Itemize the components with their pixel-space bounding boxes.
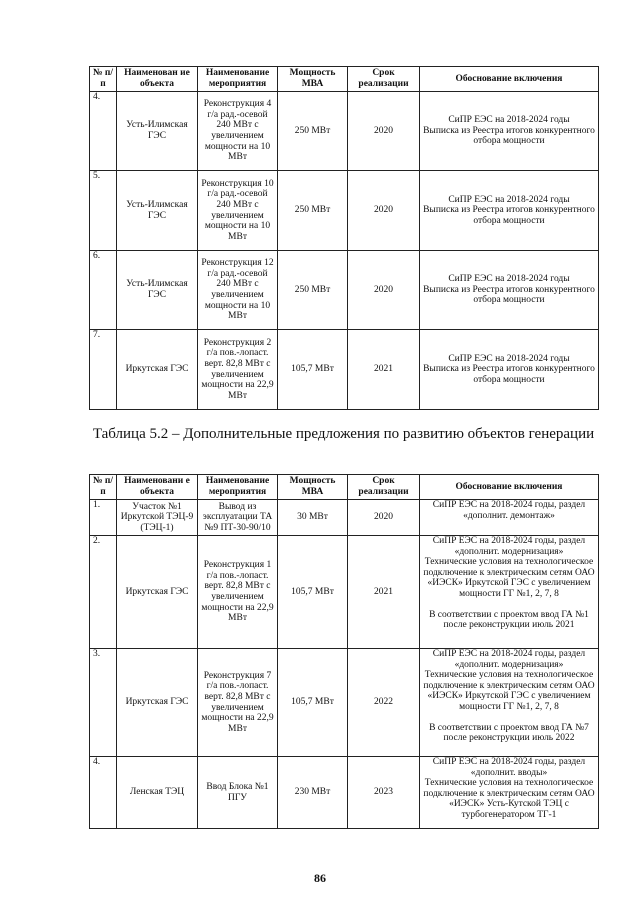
table-5-1-continuation — [89, 66, 599, 410]
cell-col-number: 2. — [90, 536, 117, 649]
cell-col-basis — [420, 92, 599, 171]
cell-col-measure: Реконструкция 12 г/а рад.-осевой 240 МВт с увеличением мощности на 10 МВт — [198, 251, 278, 330]
cell-col-term: 2021 — [348, 536, 420, 649]
cell-col-basis — [420, 500, 599, 536]
header-col-power: Мощность МВА — [278, 67, 348, 92]
cell-col-basis — [420, 330, 599, 410]
table-row — [90, 649, 599, 757]
basis-line: Выписка из Реестра итогов конкурентного отбора мощности — [423, 364, 595, 385]
basis-line: Выписка из Реестра итогов конкурентного отбора мощности — [423, 284, 595, 306]
cell-col-power: 230 МВт — [278, 757, 348, 829]
cell-col-number: 4. — [90, 92, 117, 171]
cell-col-number: 3. — [90, 649, 117, 757]
cell-col-object: Иркутская ГЭС — [117, 649, 198, 757]
cell-col-object: Усть-Илимская ГЭС — [117, 171, 198, 251]
cell-col-measure: Реконструкция 1 г/а пов.-лопаст. верт. 82,8 МВт с увеличением мощности на 22,9 МВт — [198, 536, 278, 649]
cell-col-power: 250 МВт — [278, 92, 348, 171]
cell-col-basis — [420, 649, 599, 757]
cell-col-number: 5. — [90, 171, 117, 251]
header-col-power: Мощность МВА — [278, 475, 348, 500]
header-col-object: Наименован ие объекта — [117, 67, 198, 92]
cell-col-term: 2022 — [348, 649, 420, 757]
header-col-term: Срок реализации — [348, 67, 420, 92]
cell-col-power: 250 МВт — [278, 171, 348, 251]
header-col-basis: Обоснование включения — [420, 67, 599, 92]
cell-col-power: 30 МВт — [278, 500, 348, 536]
cell-col-measure: Вывод из эксплуатации ТА №9 ПТ-30-90/10 — [198, 500, 278, 536]
header-col-measure: Наименование мероприятия — [198, 67, 278, 92]
page-number: 86 — [314, 871, 326, 885]
cell-col-object: Усть-Илимская ГЭС — [117, 251, 198, 330]
cell-col-term: 2020 — [348, 92, 420, 171]
basis-gap — [422, 600, 596, 610]
table-row — [90, 330, 599, 410]
cell-col-measure: Реконструкция 7 г/а пов.-лопаст. верт. 82,8 МВт с увеличением мощности на 22,9 МВт — [198, 649, 278, 757]
cell-col-number: 7. — [90, 330, 117, 410]
table-5-2 — [89, 474, 599, 829]
table-caption: Таблица 5.2 – Дополнительные предложения по развитию объектов генерации — [92, 426, 595, 442]
cell-col-measure: Реконструкция 2 г/а пов.-лопаст. верт. 82,8 МВт с увеличением мощности на 22,9 МВт — [198, 330, 278, 410]
header-col-number: № п/п — [90, 67, 117, 92]
basis-line: Выписка из Реестра итогов конкурентного отбора мощности — [423, 125, 595, 147]
cell-col-number: 4. — [90, 757, 117, 829]
basis-line: В соответствии с проектом ввод ГА №7 после реконструкции июль 2022 — [429, 722, 589, 744]
cell-col-object: Ленская ТЭЦ — [117, 757, 198, 829]
cell-col-power: 105,7 МВт — [278, 330, 348, 410]
cell-col-term: 2021 — [348, 330, 420, 410]
basis-line: СиПР ЕЭС на 2018-2024 годы — [448, 274, 570, 285]
basis-line: СиПР ЕЭС на 2018-2024 годы — [448, 353, 570, 364]
cell-col-object: Участок №1 Иркутской ТЭЦ-9 (ТЭЦ-1) — [117, 500, 198, 536]
header-col-measure: Наименование мероприятия — [198, 475, 278, 500]
cell-col-term: 2020 — [348, 500, 420, 536]
table-row — [90, 251, 599, 330]
basis-line: Технические условия на технологическое подключение к электрическим сетям ОАО «ИЭСК» Иркутской ГЭС с увеличением мощности ГГ №1, 2, 7, 8 — [423, 670, 595, 712]
cell-col-term: 2020 — [348, 251, 420, 330]
header-col-basis: Обоснование включения — [420, 475, 599, 500]
basis-line: СиПР ЕЭС на 2018-2024 годы — [448, 115, 570, 126]
cell-col-number: 6. — [90, 251, 117, 330]
cell-col-object: Иркутская ГЭС — [117, 536, 198, 649]
table-header-row — [90, 475, 599, 500]
table-row — [90, 536, 599, 649]
cell-col-measure: Реконструкция 4 г/а рад.-осевой 240 МВт с увеличением мощности на 10 МВт — [198, 92, 278, 171]
cell-col-term: 2020 — [348, 171, 420, 251]
table-row — [90, 757, 599, 829]
cell-col-power: 250 МВт — [278, 251, 348, 330]
cell-col-object: Иркутская ГЭС — [117, 330, 198, 410]
cell-col-measure: Ввод Блока №1 ПГУ — [198, 757, 278, 829]
basis-line: Выписка из Реестра итогов конкурентного отбора мощности — [423, 205, 595, 226]
cell-col-basis — [420, 251, 599, 330]
cell-col-term: 2023 — [348, 757, 420, 829]
basis-gap — [422, 713, 596, 723]
cell-col-basis — [420, 536, 599, 649]
cell-col-power: 105,7 МВт — [278, 536, 348, 649]
header-col-number: № п/п — [90, 475, 117, 500]
table-row — [90, 500, 599, 536]
header-col-term: Срок реализации — [348, 475, 420, 500]
basis-line: СиПР ЕЭС на 2018-2024 годы — [448, 194, 570, 205]
basis-line: Технические условия на технологическое подключение к электрическим сетям ОАО «ИЭСК» Усть-Кутской ТЭЦ с турбогенератором ТГ-1 — [423, 778, 595, 820]
cell-col-basis — [420, 171, 599, 251]
cell-col-basis — [420, 757, 599, 829]
cell-col-number: 1. — [90, 500, 117, 536]
cell-col-power: 105,7 МВт — [278, 649, 348, 757]
basis-line: Технические условия на технологическое подключение к электрическим сетям ОАО «ИЭСК» Иркутской ГЭС с увеличением мощности ГГ №1, 2, 7, 8 — [423, 557, 595, 599]
basis-line: СиПР ЕЭС на 2018-2024 годы, раздел «дополнит. модернизация» — [432, 536, 586, 557]
cell-col-object: Усть-Илимская ГЭС — [117, 92, 198, 171]
table-row — [90, 92, 599, 171]
table-header-row — [90, 67, 599, 92]
header-col-object: Наименовани е объекта — [117, 475, 198, 500]
cell-col-measure: Реконструкция 10 г/а рад.-осевой 240 МВт с увеличением мощности на 10 МВт — [198, 171, 278, 251]
basis-line: СиПР ЕЭС на 2018-2024 годы, раздел «дополнит. модернизация» — [432, 649, 586, 670]
basis-line: СиПР ЕЭС на 2018-2024 годы, раздел «дополнит. вводы» — [432, 757, 586, 778]
basis-line: СиПР ЕЭС на 2018-2024 годы, раздел «дополнит. демонтаж» — [432, 500, 586, 521]
basis-line: В соответствии с проектом ввод ГА №1 после реконструкции июль 2021 — [429, 609, 589, 631]
table-row — [90, 171, 599, 251]
